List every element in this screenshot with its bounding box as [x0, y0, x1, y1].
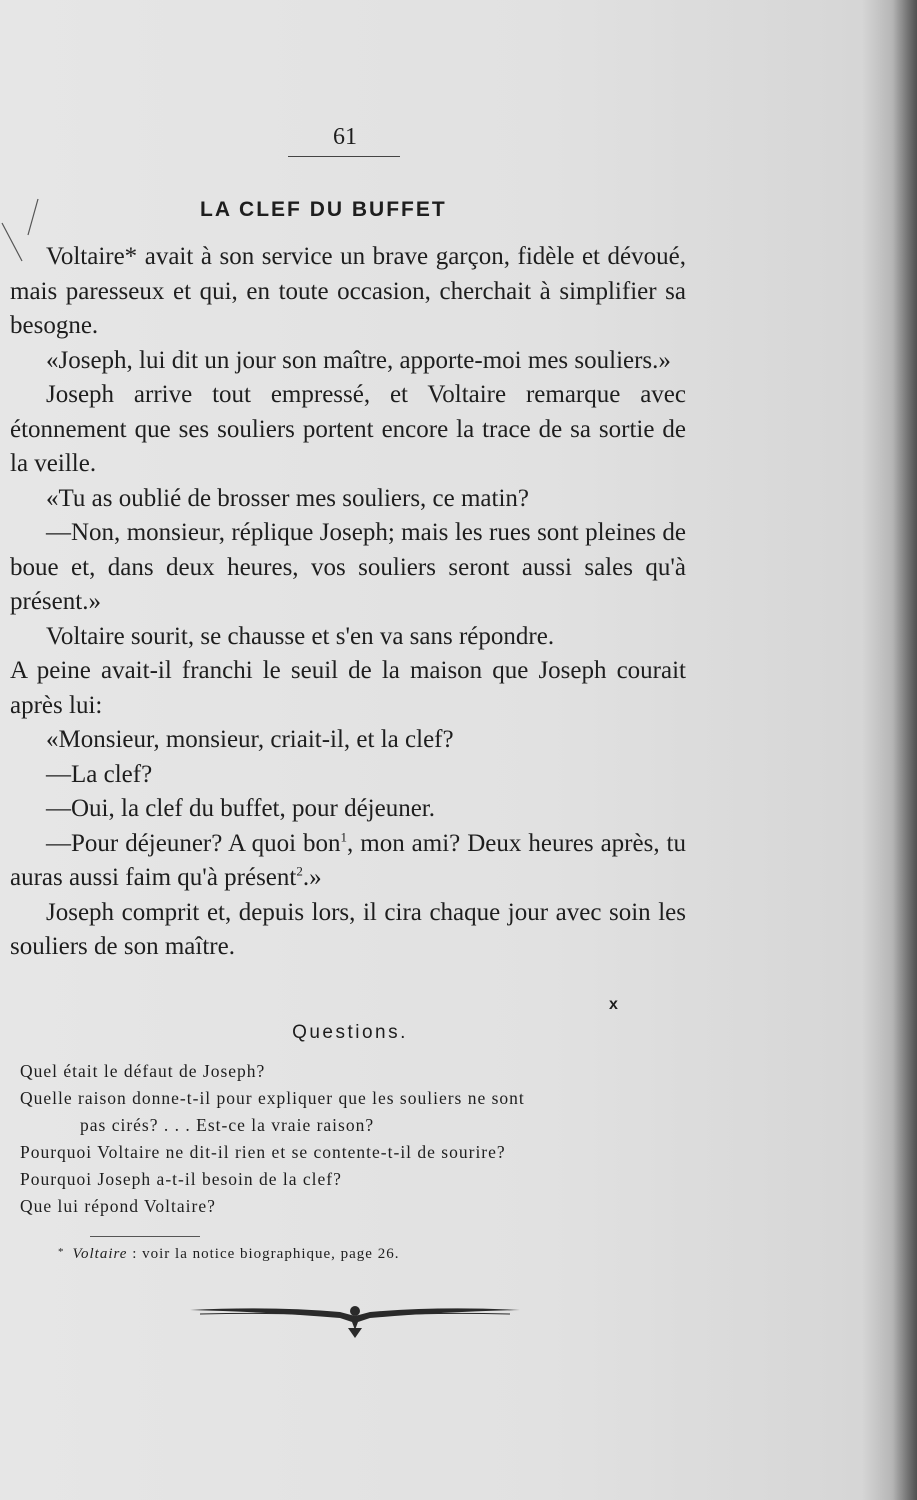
footnote-marker: *	[58, 1246, 65, 1258]
footnote-term: Voltaire	[72, 1246, 128, 1262]
paragraph-6: Voltaire sourit, se chausse et s'en va sans répondre.	[46, 622, 555, 650]
questions-heading: Questions.	[292, 1022, 408, 1043]
paragraph-3: Joseph arrive tout empressé, et Voltaire remarque avec étonnement que ses souliers portent encore la trace de sa sortie de la veille.	[10, 381, 686, 477]
question-5: Que lui répond Voltaire?	[20, 1196, 216, 1216]
page-number: 61	[333, 124, 357, 150]
paragraph-9: —La clef?	[46, 760, 153, 788]
page-edge-shadow	[893, 0, 917, 1500]
questions-list	[20, 1058, 690, 1220]
footnote-rule	[90, 1236, 200, 1237]
footnote-text: : voir la notice biographique, page 26.	[132, 1246, 400, 1262]
bird-ornament	[190, 1298, 520, 1338]
question-3: Pourquoi Voltaire ne dit-il rien et se contente-t-il de sourire?	[20, 1142, 506, 1162]
paragraph-10: —Oui, la clef du buffet, pour déjeuner.	[46, 795, 436, 822]
paragraph-2: «Joseph, lui dit un jour son maître, apporte-moi mes souliers.»	[46, 346, 671, 374]
paragraph-12: Joseph comprit et, depuis lors, il cira chaque jour avec soin les souliers de son maître.	[10, 898, 686, 960]
story-title: LA CLEF DU BUFFET	[200, 198, 447, 221]
story-body	[10, 240, 686, 965]
paragraph-1: Voltaire* avait à son service un brave garçon, fidèle et dévoué, mais paresseux et qui, en toute occasion, cherchait à simplifier sa besogne.	[10, 243, 686, 339]
paragraph-5: —Non, monsieur, réplique Joseph; mais les rues sont pleines de boue et, dans deux heures, vos souliers seront aussi sales qu'à présent.»	[10, 519, 686, 615]
paragraph-7: A peine avait-il franchi le seuil de la maison que Joseph courait après lui:	[10, 657, 686, 719]
question-2: Quelle raison donne-t-il pour expliquer que les souliers ne sont	[20, 1088, 525, 1108]
footnote	[58, 1246, 399, 1263]
paragraph-11-part-1: —Pour déjeuner? A quoi bon	[46, 829, 341, 857]
page-number-rule	[288, 156, 400, 157]
question-1: Quel était le défaut de Joseph?	[20, 1061, 266, 1081]
footnote-ref-1: 1	[340, 829, 348, 845]
question-2-continued: pas cirés? . . . Est-ce la vraie raison?	[80, 1115, 375, 1135]
end-mark: x	[609, 996, 618, 1013]
paragraph-11	[10, 827, 686, 896]
paragraph-11-part-2: , mon ami? Deux heures après, tu auras aussi faim qu'à présent	[10, 829, 686, 891]
footnote-ref-2: 2	[296, 863, 303, 879]
paragraph-8: «Monsieur, monsieur, criait-il, et la clef?	[46, 726, 454, 753]
question-4: Pourquoi Joseph a-t-il besoin de la clef?	[20, 1169, 342, 1189]
paragraph-4: «Tu as oublié de brosser mes souliers, ce matin?	[46, 484, 530, 512]
paragraph-11-part-3: .»	[302, 864, 322, 891]
